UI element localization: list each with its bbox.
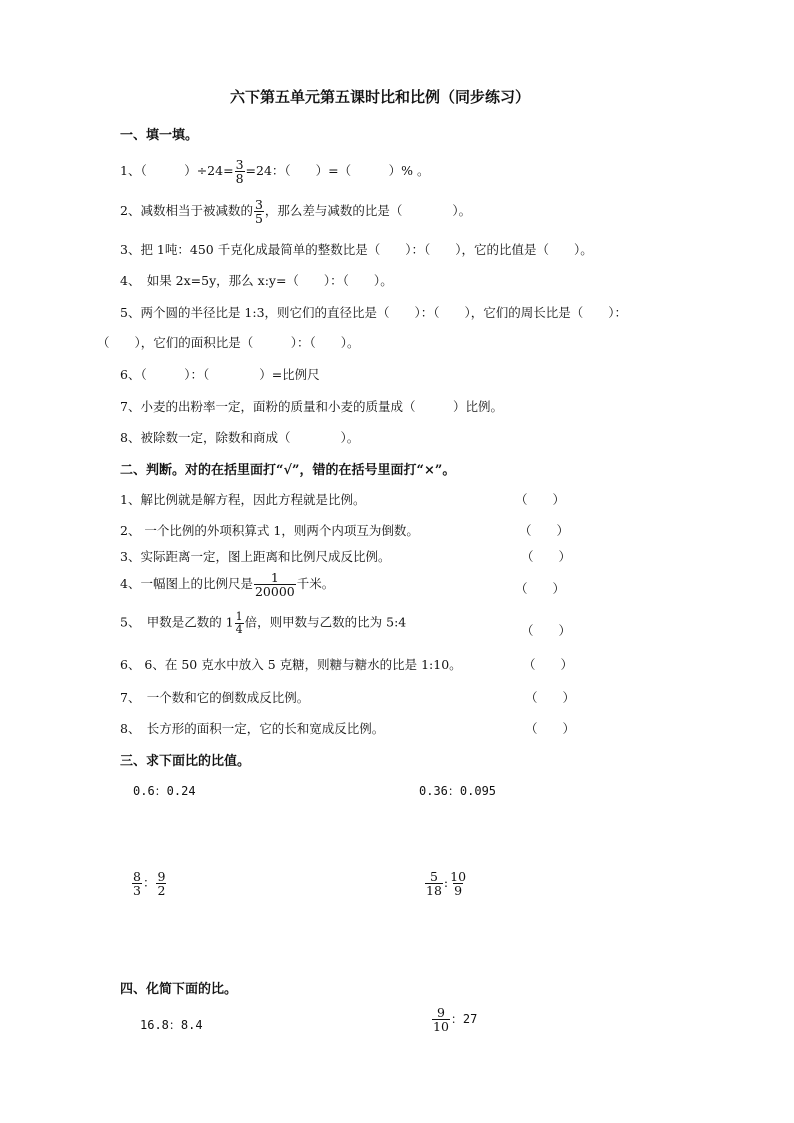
q2-numerator: 3 — [254, 197, 263, 212]
j4-text-b: 千米。 — [296, 576, 335, 592]
r4-denominator-1: 18 — [426, 883, 442, 899]
judge-question-1: 1、解比例就是解方程，因此方程就是比例。 — [120, 492, 366, 507]
r3-separator: ： — [142, 875, 156, 891]
j5-text-a: 5、 甲数是乙数的 1 — [120, 614, 234, 630]
j4-fraction — [254, 571, 296, 598]
ratio-problem-1: 0.6：0.24 — [133, 784, 196, 798]
judge-question-4 — [120, 571, 334, 598]
ratio-problem-4 — [424, 870, 468, 897]
judge-question-7: 7、 一个数和它的倒数成反比例。 — [120, 690, 310, 705]
q1-denominator: 8 — [235, 171, 244, 187]
s2-fraction — [432, 1006, 450, 1033]
q2-fraction — [254, 198, 264, 225]
q1-text-b: =24：（ ）=（ ）% 。 — [245, 163, 430, 179]
judge-question-8: 8、 长方形的面积一定，它的长和宽成反比例。 — [120, 721, 385, 736]
j4-denominator: 20000 — [254, 584, 295, 600]
judge-answer-bracket-8[interactable]: （ ） — [525, 721, 576, 736]
fill-question-3: 3、把 1吨：450 千克化成最简单的整数比是（ ）：（ ），它的比值是（ ）。 — [120, 242, 593, 257]
j4-numerator: 1 — [270, 570, 279, 585]
fill-question-6: 6、（ ）：（ ）=比例尺 — [120, 367, 320, 382]
q2-text-a: 2、减数相当于被减数的 — [120, 203, 253, 219]
q1-numerator: 3 — [235, 157, 244, 172]
r4-numerator-1: 5 — [429, 869, 438, 884]
fill-question-2 — [120, 198, 471, 225]
section-heading-ratio-value: 三、求下面比的比值。 — [120, 754, 251, 769]
fill-question-5-line2: （ ），它们的面积比是（ ）：（ ）。 — [97, 335, 360, 350]
judge-answer-bracket-4[interactable]: （ ） — [515, 581, 566, 596]
r3-numerator-2: 9 — [157, 869, 166, 884]
r4-denominator-2: 9 — [454, 883, 463, 899]
judge-answer-bracket-7[interactable]: （ ） — [525, 690, 576, 705]
judge-question-2: 2、 一个比例的外项积算式 1，则两个内项互为倒数。 — [120, 523, 419, 538]
simplify-problem-1: 16.8：8.4 — [140, 1018, 203, 1032]
r3-denominator-2: 2 — [157, 883, 166, 899]
section-heading-judge: 二、判断。对的在括里面打“√”，错的在括号里面打“×”。 — [120, 463, 456, 478]
r3-fraction-1 — [132, 870, 142, 897]
r4-fraction-2 — [449, 870, 467, 897]
q2-denominator: 5 — [254, 211, 263, 227]
judge-question-3: 3、实际距离一定，图上距离和比例尺成反比例。 — [120, 549, 391, 564]
judge-question-5 — [120, 611, 406, 635]
r3-fraction-2 — [156, 870, 166, 897]
ratio-problem-3 — [131, 870, 167, 897]
r4-numerator-2: 10 — [450, 869, 467, 884]
s2-rest: ：27 — [450, 1012, 478, 1027]
r3-numerator-1: 8 — [133, 869, 141, 884]
judge-answer-bracket-1[interactable]: （ ） — [515, 492, 566, 507]
r3-denominator-1: 3 — [133, 883, 141, 899]
judge-question-6: 6、 6、在 50 克水中放入 5 克糖，则糖与糖水的比是 1:10。 — [120, 657, 462, 672]
j4-text-a: 4、一幅图上的比例尺是 — [120, 576, 253, 592]
j5-text-b: 倍，则甲数与乙数的比为 5:4 — [244, 614, 407, 630]
j5-fraction — [235, 611, 244, 635]
fill-question-7: 7、小麦的出粉率一定，面粉的质量和小麦的质量成（ ）比例。 — [120, 399, 503, 414]
ratio-problem-2: 0.36：0.095 — [419, 784, 497, 798]
judge-answer-bracket-5[interactable]: （ ） — [521, 623, 572, 638]
fill-question-5-line1: 5、两个圆的半径比是 1:3，则它们的直径比是（ ）：（ ），它们的周长比是（ ）： — [120, 305, 628, 320]
judge-answer-bracket-3[interactable]: （ ） — [521, 549, 572, 564]
j5-numerator: 1 — [235, 610, 243, 623]
s2-denominator: 10 — [433, 1019, 449, 1035]
r4-separator: : — [443, 875, 449, 891]
judge-answer-bracket-2[interactable]: （ ） — [519, 523, 570, 538]
judge-answer-bracket-6[interactable]: （ ） — [523, 657, 574, 672]
q2-text-b: ，那么差与减数的比是（ ）。 — [264, 203, 472, 219]
simplify-problem-2 — [431, 1006, 477, 1033]
page-title: 六下第五单元第五课时比和比例（同步练习） — [230, 88, 531, 106]
fill-question-1 — [120, 158, 429, 185]
fill-question-4: 4、 如果 2x=5y，那么 x:y=（ ）：（ ）。 — [120, 273, 393, 288]
r4-fraction-1 — [425, 870, 443, 897]
section-heading-simplify: 四、化简下面的比。 — [120, 982, 238, 997]
q1-text-a: 1、（ ）÷24= — [120, 163, 234, 179]
fill-question-8: 8、被除数一定，除数和商成（ ）。 — [120, 430, 360, 445]
s2-numerator: 9 — [436, 1005, 445, 1020]
q1-fraction — [235, 158, 245, 185]
j5-denominator: 4 — [235, 622, 243, 636]
section-heading-fill: 一、填一填。 — [120, 128, 199, 143]
